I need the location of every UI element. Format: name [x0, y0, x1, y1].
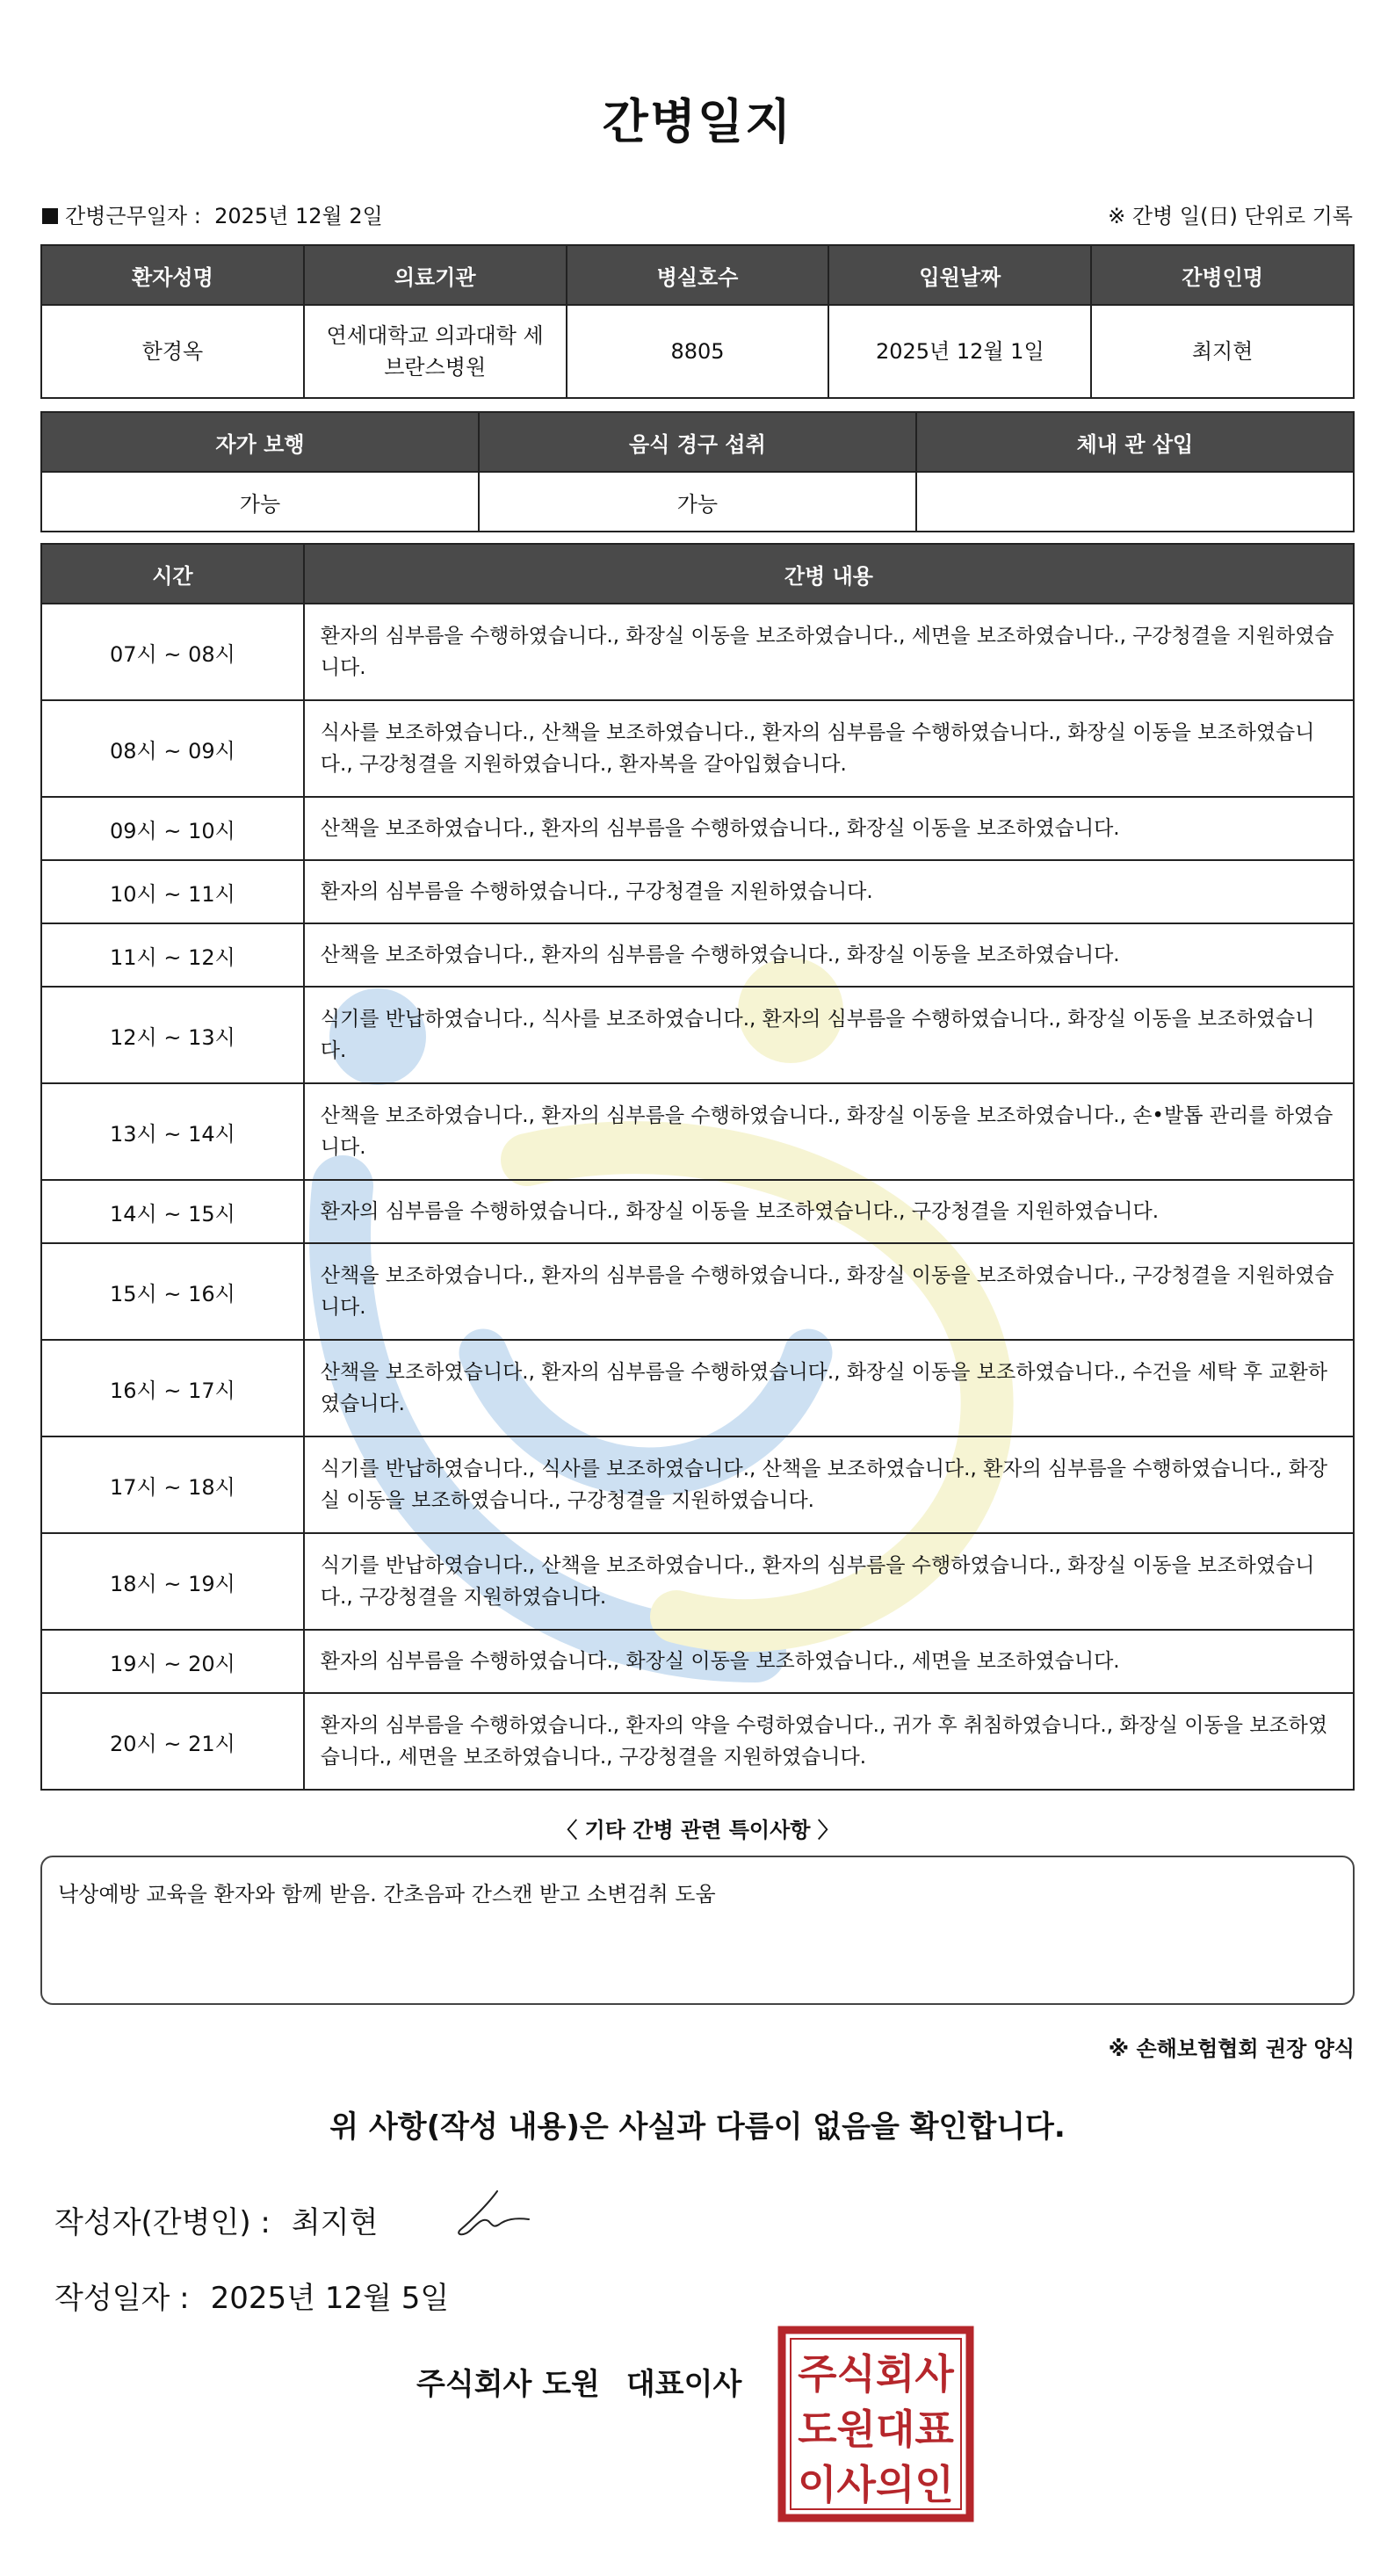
- header-care-content: 간병 내용: [304, 544, 1354, 604]
- header-hospital: 의료기관: [304, 245, 567, 305]
- time-cell: 12시 ~ 13시: [41, 987, 304, 1083]
- table-row: [41, 1180, 1354, 1243]
- header-tube-insertion: 체내 관 삽입: [916, 412, 1354, 472]
- table-row: [41, 797, 1354, 860]
- table-row: [41, 860, 1354, 923]
- time-cell: 08시 ~ 09시: [41, 700, 304, 797]
- content-cell: 식기를 반납하였습니다., 식사를 보조하였습니다., 환자의 심부름을 수행하였습니다., 화장실 이동을 보조하였습니다.: [304, 987, 1354, 1083]
- special-notes-text: 낙상예방 교육을 환자와 함께 받음. 간초음파 간스캔 받고 소변검취 도움: [58, 1882, 716, 1907]
- time-cell: 13시 ~ 14시: [41, 1083, 304, 1180]
- table-row: [41, 923, 1354, 987]
- seal-line-2: 도원대표: [798, 2406, 954, 2453]
- time-cell: 07시 ~ 08시: [41, 604, 304, 700]
- table-row: [41, 1243, 1354, 1340]
- table-row: [41, 1533, 1354, 1630]
- header-oral-intake: 음식 경구 섭취: [479, 412, 916, 472]
- work-date: [42, 199, 383, 229]
- content-cell: 환자의 심부름을 수행하였습니다., 구강청결을 지원하였습니다.: [304, 860, 1354, 923]
- content-cell: 산책을 보조하였습니다., 환자의 심부름을 수행하였습니다., 화장실 이동을 보조하였습니다.: [304, 923, 1354, 987]
- special-notes-box: [40, 1856, 1355, 2005]
- content-cell: 산책을 보조하였습니다., 환자의 심부름을 수행하였습니다., 화장실 이동을 보조하였습니다., 구강청결을 지원하였습니다.: [304, 1243, 1354, 1340]
- representative-title: 대표이사: [625, 2367, 742, 2402]
- table-row: [41, 1693, 1354, 1790]
- written-date-value: 2025년 12월 5일: [210, 2281, 450, 2316]
- confirmation-statement: 위 사항(작성 내용)은 사실과 다름이 없음을 확인합니다.: [329, 2109, 1066, 2145]
- header-room-number: 병실호수: [567, 245, 829, 305]
- header-self-walking: 자가 보행: [41, 412, 479, 472]
- time-cell: 16시 ~ 17시: [41, 1340, 304, 1436]
- work-date-label: 간병근무일자 :: [65, 204, 201, 228]
- table-row: [41, 1630, 1354, 1693]
- time-cell: 10시 ~ 11시: [41, 860, 304, 923]
- content-cell: 식기를 반납하였습니다., 식사를 보조하였습니다., 산책을 보조하였습니다., 환자의 심부름을 수행하였습니다., 화장실 이동을 보조하였습니다., 구강청결을 지원하였습니다.: [304, 1436, 1354, 1533]
- company-row: [416, 2360, 741, 2403]
- writer-label: 작성자(간병인) :: [54, 2205, 271, 2240]
- content-cell: 산책을 보조하였습니다., 환자의 심부름을 수행하였습니다., 화장실 이동을 보조하였습니다., 수건을 세탁 후 교환하였습니다.: [304, 1340, 1354, 1436]
- admission-date: 2025년 12월 1일: [828, 305, 1091, 398]
- care-log-table: [40, 543, 1355, 1791]
- work-date-value: 2025년 12월 2일: [214, 204, 383, 228]
- writer-row: [54, 2198, 378, 2241]
- caregiver-name: 최지현: [1091, 305, 1354, 398]
- time-cell: 15시 ~ 16시: [41, 1243, 304, 1340]
- header-patient-name: 환자성명: [41, 245, 304, 305]
- self-walking-value: 가능: [41, 472, 479, 532]
- time-cell: 18시 ~ 19시: [41, 1533, 304, 1630]
- signature-icon: [453, 2186, 532, 2239]
- special-notes-title: 〈 기타 간병 관련 특이사항 〉: [556, 1818, 839, 1842]
- content-cell: 환자의 심부름을 수행하였습니다., 화장실 이동을 보조하였습니다., 세면을 보조하였습니다.: [304, 1630, 1354, 1693]
- time-cell: 14시 ~ 15시: [41, 1180, 304, 1243]
- company-name: 주식회사 도원: [416, 2367, 600, 2402]
- seal-line-1: 주식회사: [798, 2350, 954, 2398]
- seal-line-3: 이사의인: [798, 2461, 954, 2508]
- table-row: [41, 1340, 1354, 1436]
- header-time: 시간: [41, 544, 304, 604]
- patient-status-table: [40, 411, 1355, 532]
- time-cell: 20시 ~ 21시: [41, 1693, 304, 1790]
- content-cell: 환자의 심부름을 수행하였습니다., 환자의 약을 수령하였습니다., 귀가 후 취침하였습니다., 화장실 이동을 보조하였습니다., 세면을 보조하였습니다., 구강청결을 지원하였습니다.: [304, 1693, 1354, 1790]
- table-row: [41, 1083, 1354, 1180]
- meta-row: [42, 199, 1353, 230]
- written-date-row: [54, 2274, 449, 2317]
- oral-intake-value: 가능: [479, 472, 916, 532]
- table-row: [41, 1436, 1354, 1533]
- daily-record-note: ※ 간병 일(日) 단위로 기록: [1108, 204, 1353, 228]
- recommended-form-note: ※ 손해보험협회 권장 양식: [1108, 2037, 1355, 2061]
- written-date-label: 작성일자 :: [54, 2281, 190, 2316]
- header-caregiver-name: 간병인명: [1091, 245, 1354, 305]
- content-cell: 산책을 보조하였습니다., 환자의 심부름을 수행하였습니다., 화장실 이동을 보조하였습니다., 손•발톱 관리를 하였습니다.: [304, 1083, 1354, 1180]
- time-cell: 17시 ~ 18시: [41, 1436, 304, 1533]
- header-admission-date: 입원날짜: [828, 245, 1091, 305]
- content-cell: 식기를 반납하였습니다., 산책을 보조하였습니다., 환자의 심부름을 수행하였습니다., 화장실 이동을 보조하였습니다., 구강청결을 지원하였습니다.: [304, 1533, 1354, 1630]
- content-cell: 산책을 보조하였습니다., 환자의 심부름을 수행하였습니다., 화장실 이동을 보조하였습니다.: [304, 797, 1354, 860]
- page-title: 간병일지: [602, 94, 793, 149]
- black-square-icon: [42, 208, 58, 224]
- content-cell: 식사를 보조하였습니다., 산책을 보조하였습니다., 환자의 심부름을 수행하였습니다., 화장실 이동을 보조하였습니다., 구강청결을 지원하였습니다., 환자복을 갈아입혔습니다.: [304, 700, 1354, 797]
- time-cell: 19시 ~ 20시: [41, 1630, 304, 1693]
- table-row: [41, 604, 1354, 700]
- writer-name: 최지현: [291, 2205, 379, 2240]
- time-cell: 11시 ~ 12시: [41, 923, 304, 987]
- company-seal-icon: [777, 2325, 975, 2523]
- room-number: 8805: [567, 305, 829, 398]
- content-cell: 환자의 심부름을 수행하였습니다., 화장실 이동을 보조하였습니다., 구강청결을 지원하였습니다.: [304, 1180, 1354, 1243]
- time-cell: 09시 ~ 10시: [41, 797, 304, 860]
- table-row: [41, 987, 1354, 1083]
- hospital-name: 연세대학교 의과대학 세브란스병원: [304, 305, 567, 398]
- patient-info-table: [40, 244, 1355, 399]
- patient-name: 한경옥: [41, 305, 304, 398]
- content-cell: 환자의 심부름을 수행하였습니다., 화장실 이동을 보조하였습니다., 세면을 보조하였습니다., 구강청결을 지원하였습니다.: [304, 604, 1354, 700]
- tube-insertion-value: [916, 472, 1354, 532]
- table-row: [41, 700, 1354, 797]
